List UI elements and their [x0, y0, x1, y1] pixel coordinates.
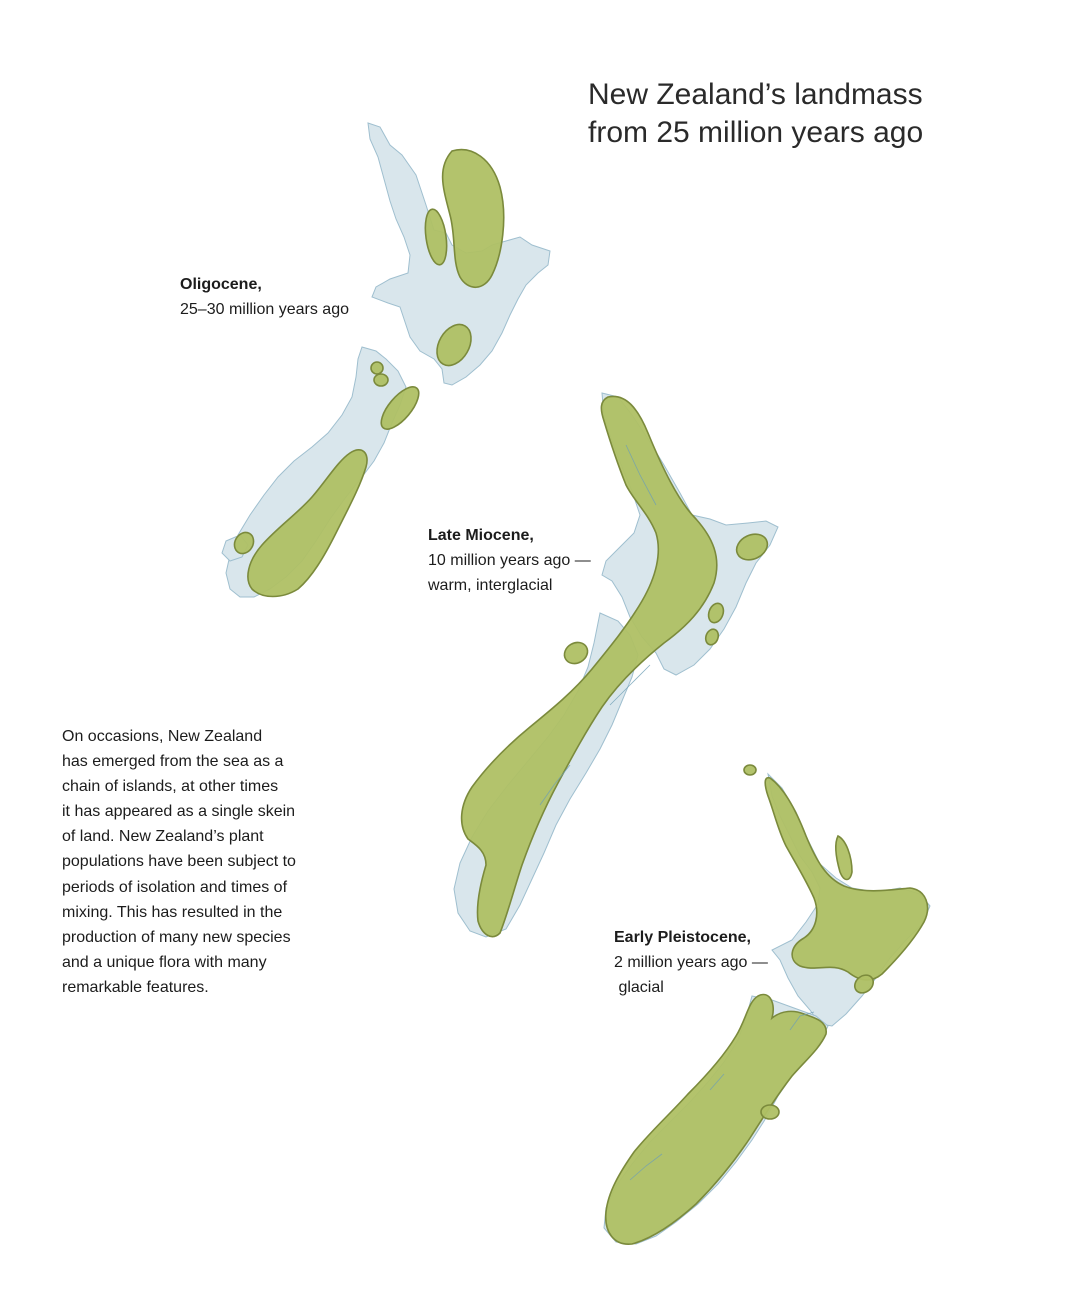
late-miocene-label [428, 523, 591, 598]
description-line: and a unique flora with many [62, 953, 267, 971]
description-line: remarkable features. [62, 978, 209, 996]
early-pleistocene-map [600, 760, 935, 1250]
description-line: chain of islands, at other times [62, 778, 279, 796]
description-line: has emerged from the sea as a [62, 753, 284, 771]
pleistocene-land-coromandel [836, 836, 852, 880]
early-pleistocene-age: 2 million years ago — [614, 954, 768, 971]
description-line: it has appeared as a single skein [62, 803, 296, 821]
pleistocene-land-south-island [606, 995, 826, 1245]
description-line: mixing. This has resulted in the [62, 903, 283, 921]
oligocene-land-nelson-2 [374, 374, 388, 386]
oligocene-era: Oligocene, [180, 276, 262, 293]
pleistocene-land-three-kings [744, 765, 756, 775]
pleistocene-land-banks-peninsula [761, 1105, 779, 1119]
page-title [588, 76, 1028, 152]
late-miocene-age: 10 million years ago — [428, 552, 591, 569]
oligocene-age: 25–30 million years ago [180, 301, 349, 318]
late-miocene-climate: warm, interglacial [428, 577, 553, 594]
oligocene-label [180, 272, 349, 322]
early-pleistocene-label [614, 925, 768, 1000]
description-line: production of many new species [62, 928, 291, 946]
early-pleistocene-era: Early Pleistocene, [614, 929, 751, 946]
description-paragraph [62, 724, 332, 1000]
title-line-1: New Zealand’s landmass [588, 78, 923, 111]
description-line: On occasions, New Zealand [62, 728, 263, 745]
miocene-land-nelson [561, 638, 592, 667]
early-pleistocene-climate: glacial [614, 979, 664, 996]
description-line: of land. New Zealand’s plant [62, 828, 264, 846]
oligocene-land-nelson-1 [371, 362, 383, 374]
late-miocene-era: Late Miocene, [428, 527, 534, 544]
title-line-2: from 25 million years ago [588, 116, 924, 149]
description-line: periods of isolation and times of [62, 878, 288, 896]
description-line: populations have been subject to [62, 853, 296, 871]
